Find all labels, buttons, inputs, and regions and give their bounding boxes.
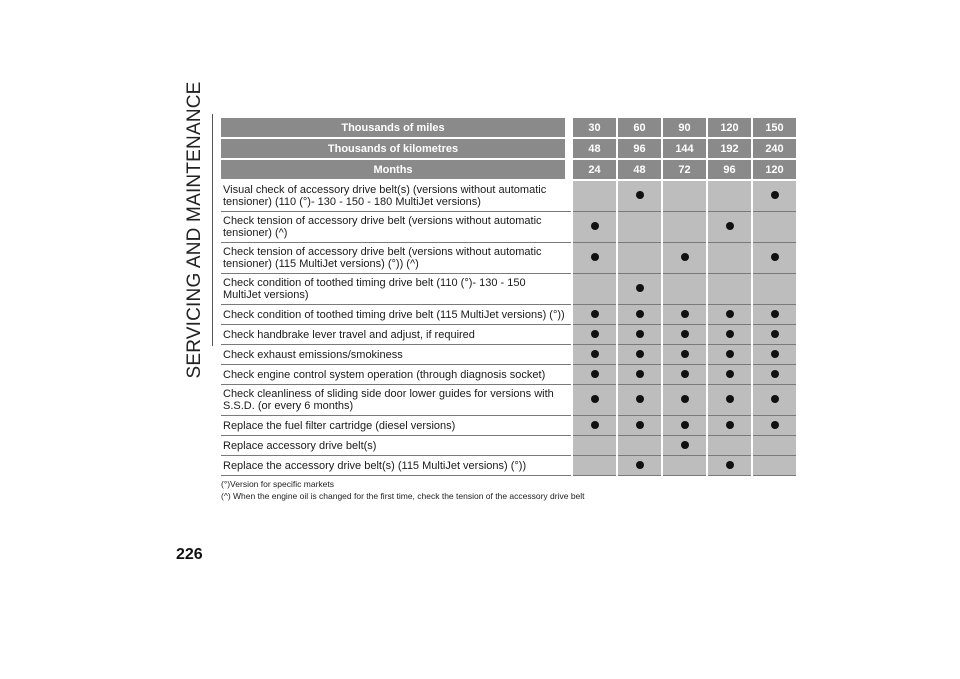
column-gap [565, 416, 572, 436]
check-dot-icon [636, 370, 644, 378]
check-dot-icon [591, 421, 599, 429]
interval-cell [662, 365, 707, 385]
interval-cell [572, 243, 617, 274]
column-gap [565, 212, 572, 243]
table-row [221, 436, 796, 456]
interval-cell [752, 305, 796, 325]
check-dot-icon [681, 421, 689, 429]
interval-cell [617, 212, 662, 243]
check-dot-icon [726, 395, 734, 403]
interval-cell [617, 385, 662, 416]
interval-cell [752, 345, 796, 365]
header-row-months [221, 159, 796, 180]
check-dot-icon [771, 370, 779, 378]
header-value: 48 [572, 138, 617, 159]
interval-cell [662, 345, 707, 365]
header-value: 120 [707, 118, 752, 138]
check-dot-icon [771, 253, 779, 261]
interval-cell [707, 180, 752, 212]
row-label: Replace the accessory drive belt(s) (115 MultiJet versions) (°)) [221, 456, 565, 476]
row-label: Visual check of accessory drive belt(s) (versions without automatic tensioner) (110 (°)- 130 - 150 - 180 MultiJet versions) [221, 180, 565, 212]
column-gap [565, 436, 572, 456]
header-row-kilometres [221, 138, 796, 159]
interval-cell [707, 274, 752, 305]
header-value: 24 [572, 159, 617, 180]
header-value: 150 [752, 118, 796, 138]
row-label: Check tension of accessory drive belt (versions without automatic tensioner) (^) [221, 212, 565, 243]
header-value: 192 [707, 138, 752, 159]
check-dot-icon [771, 421, 779, 429]
interval-cell [662, 436, 707, 456]
check-dot-icon [726, 330, 734, 338]
interval-cell [617, 305, 662, 325]
table-row [221, 385, 796, 416]
table-row [221, 345, 796, 365]
interval-cell [617, 243, 662, 274]
column-gap [565, 180, 572, 212]
footnotes [221, 478, 585, 502]
check-dot-icon [681, 310, 689, 318]
interval-cell [752, 436, 796, 456]
header-value: 90 [662, 118, 707, 138]
footnote: (°)Version for specific markets [221, 479, 334, 489]
row-label: Check condition of toothed timing drive belt (110 (°)- 130 - 150 MultiJet versions) [221, 274, 565, 305]
check-dot-icon [681, 441, 689, 449]
interval-cell [707, 305, 752, 325]
interval-cell [707, 212, 752, 243]
header-label: Thousands of kilometres [221, 138, 565, 159]
interval-cell [707, 416, 752, 436]
interval-cell [572, 456, 617, 476]
interval-cell [617, 274, 662, 305]
column-gap [565, 159, 572, 180]
check-dot-icon [771, 395, 779, 403]
interval-cell [752, 325, 796, 345]
interval-cell [662, 212, 707, 243]
column-gap [565, 345, 572, 365]
column-gap [565, 365, 572, 385]
header-value: 48 [617, 159, 662, 180]
interval-cell [707, 345, 752, 365]
check-dot-icon [726, 310, 734, 318]
row-label: Check condition of toothed timing drive belt (115 MultiJet versions) (°)) [221, 305, 565, 325]
interval-cell [662, 325, 707, 345]
interval-cell [707, 243, 752, 274]
header-value: 96 [617, 138, 662, 159]
header-value: 72 [662, 159, 707, 180]
page-number: 226 [176, 546, 203, 563]
check-dot-icon [636, 330, 644, 338]
header-value: 96 [707, 159, 752, 180]
check-dot-icon [636, 310, 644, 318]
check-dot-icon [726, 222, 734, 230]
interval-cell [617, 416, 662, 436]
header-value: 60 [617, 118, 662, 138]
column-gap [565, 385, 572, 416]
interval-cell [572, 436, 617, 456]
interval-cell [572, 416, 617, 436]
interval-cell [662, 416, 707, 436]
interval-cell [572, 180, 617, 212]
interval-cell [707, 436, 752, 456]
interval-cell [752, 212, 796, 243]
column-gap [565, 118, 572, 138]
row-label: Check tension of accessory drive belt (versions without automatic tensioner) (115 MultiJet versions) (°)) (^) [221, 243, 565, 274]
interval-cell [752, 365, 796, 385]
maintenance-schedule-table [221, 118, 796, 476]
row-label: Check cleanliness of sliding side door lower guides for versions with S.S.D. (or every 6 months) [221, 385, 565, 416]
column-gap [565, 274, 572, 305]
check-dot-icon [591, 370, 599, 378]
interval-cell [707, 365, 752, 385]
interval-cell [617, 345, 662, 365]
interval-cell [617, 456, 662, 476]
interval-cell [572, 274, 617, 305]
interval-cell [707, 325, 752, 345]
check-dot-icon [591, 395, 599, 403]
column-gap [565, 138, 572, 159]
table-row [221, 180, 796, 212]
interval-cell [707, 385, 752, 416]
header-value: 120 [752, 159, 796, 180]
interval-cell [617, 365, 662, 385]
row-label: Replace the fuel filter cartridge (diesel versions) [221, 416, 565, 436]
check-dot-icon [681, 370, 689, 378]
interval-cell [752, 243, 796, 274]
interval-cell [572, 365, 617, 385]
header-value: 144 [662, 138, 707, 159]
interval-cell [662, 243, 707, 274]
table-row [221, 416, 796, 436]
row-label: Check engine control system operation (through diagnosis socket) [221, 365, 565, 385]
check-dot-icon [771, 310, 779, 318]
footnote: (^) When the engine oil is changed for the first time, check the tension of the accessory drive belt [221, 491, 585, 501]
interval-cell [572, 325, 617, 345]
column-gap [565, 243, 572, 274]
check-dot-icon [681, 350, 689, 358]
header-value: 30 [572, 118, 617, 138]
interval-cell [662, 180, 707, 212]
table-row [221, 243, 796, 274]
table-row [221, 456, 796, 476]
check-dot-icon [681, 330, 689, 338]
check-dot-icon [771, 330, 779, 338]
check-dot-icon [591, 310, 599, 318]
interval-cell [662, 456, 707, 476]
check-dot-icon [771, 191, 779, 199]
header-label: Months [221, 159, 565, 180]
header-label: Thousands of miles [221, 118, 565, 138]
table-row [221, 274, 796, 305]
table-row [221, 212, 796, 243]
check-dot-icon [636, 461, 644, 469]
schedule-body [221, 180, 796, 476]
interval-cell [752, 456, 796, 476]
table-row [221, 325, 796, 345]
check-dot-icon [591, 253, 599, 261]
row-label: Check exhaust emissions/smokiness [221, 345, 565, 365]
row-label: Replace accessory drive belt(s) [221, 436, 565, 456]
interval-cell [752, 385, 796, 416]
check-dot-icon [726, 461, 734, 469]
check-dot-icon [681, 253, 689, 261]
row-label: Check handbrake lever travel and adjust, if required [221, 325, 565, 345]
interval-cell [572, 385, 617, 416]
check-dot-icon [681, 395, 689, 403]
table-row [221, 365, 796, 385]
check-dot-icon [591, 350, 599, 358]
check-dot-icon [636, 421, 644, 429]
interval-cell [617, 180, 662, 212]
column-gap [565, 305, 572, 325]
interval-cell [572, 305, 617, 325]
interval-cell [752, 180, 796, 212]
check-dot-icon [591, 222, 599, 230]
interval-cell [662, 274, 707, 305]
interval-cell [662, 385, 707, 416]
check-dot-icon [591, 330, 599, 338]
check-dot-icon [636, 284, 644, 292]
check-dot-icon [726, 350, 734, 358]
section-title-text: SERVICING AND MAINTENANCE [184, 81, 205, 379]
interval-cell [617, 325, 662, 345]
check-dot-icon [726, 370, 734, 378]
column-gap [565, 325, 572, 345]
interval-cell [662, 305, 707, 325]
check-dot-icon [636, 191, 644, 199]
header-row-miles [221, 118, 796, 138]
interval-cell [617, 436, 662, 456]
check-dot-icon [726, 421, 734, 429]
column-gap [565, 456, 572, 476]
table-row [221, 305, 796, 325]
check-dot-icon [771, 350, 779, 358]
section-title [180, 81, 210, 379]
check-dot-icon [636, 395, 644, 403]
interval-cell [752, 274, 796, 305]
interval-cell [707, 456, 752, 476]
section-divider [212, 114, 213, 346]
check-dot-icon [636, 350, 644, 358]
interval-cell [572, 345, 617, 365]
header-value: 240 [752, 138, 796, 159]
interval-cell [752, 416, 796, 436]
interval-cell [572, 212, 617, 243]
